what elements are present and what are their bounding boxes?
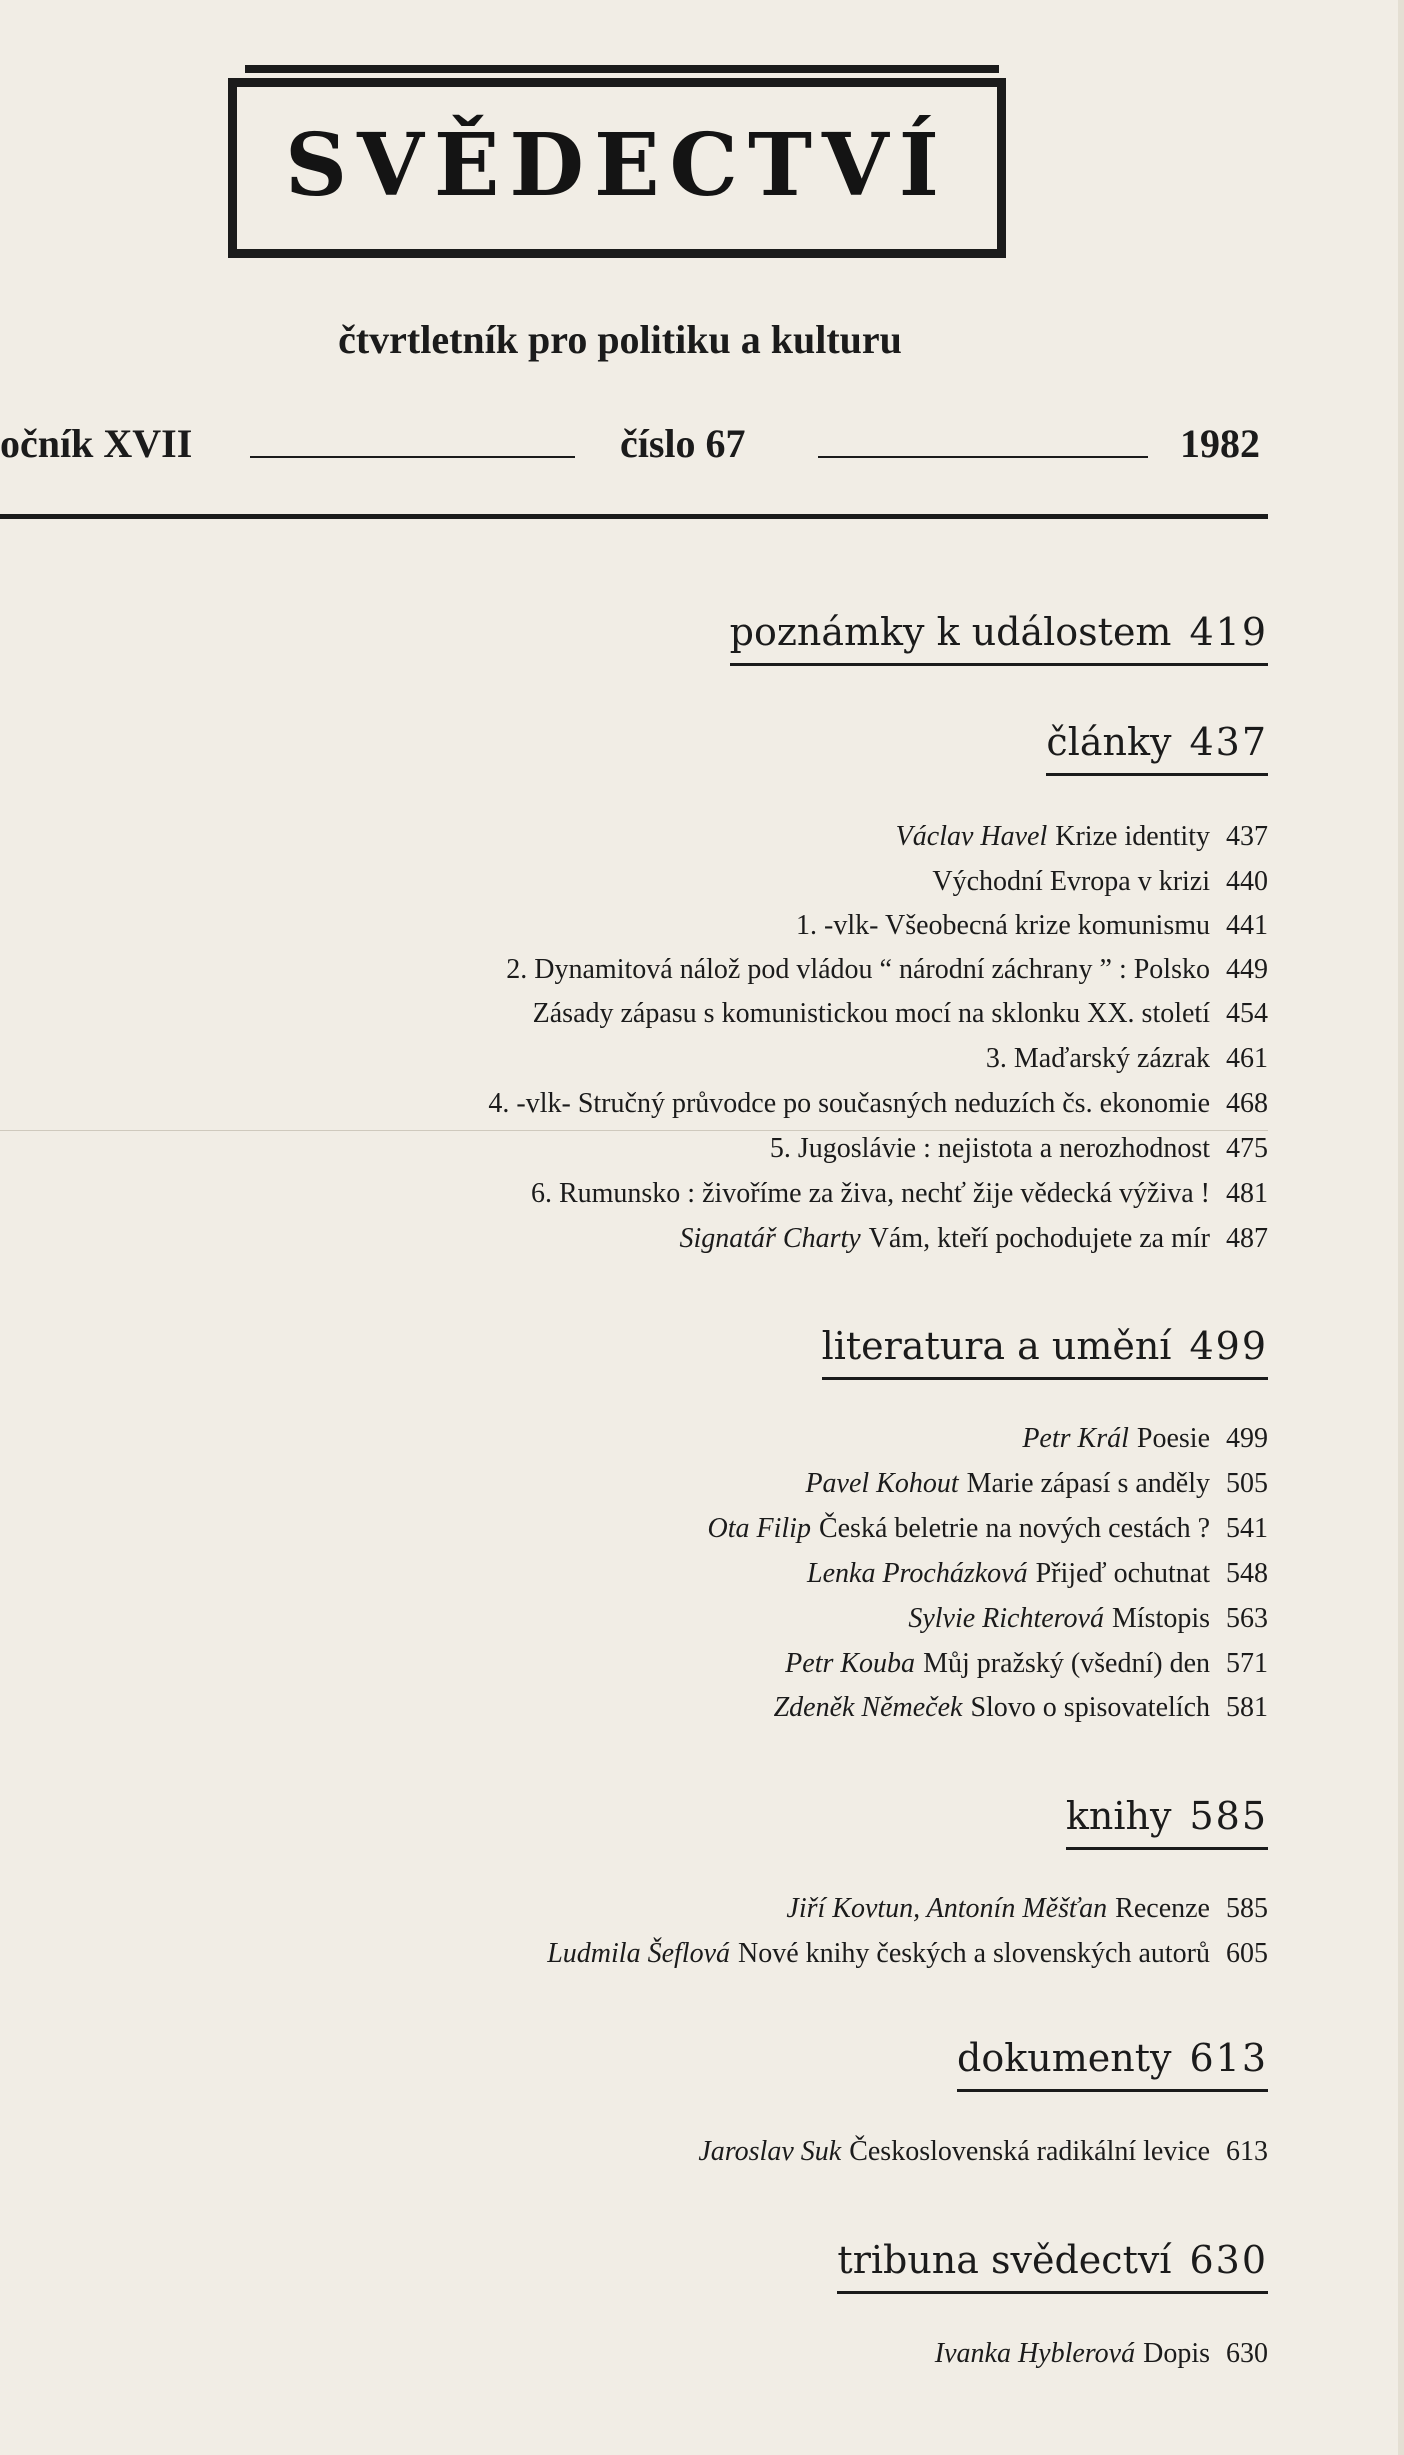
entry-author: Sylvie Richterová (908, 1603, 1104, 1634)
section-title: poznámky k událostem (729, 610, 1172, 654)
toc-entry (908, 1605, 1268, 1633)
entry-page: 441 (1226, 910, 1268, 941)
section-heading (837, 2236, 1268, 2294)
section-heading (730, 608, 1268, 666)
section-page: 419 (1189, 610, 1268, 654)
section-heading (822, 1322, 1268, 1380)
toc-entry (805, 1470, 1268, 1498)
entry-title: Můj pražský (všední) den (923, 1648, 1210, 1679)
toc-entry (698, 2138, 1268, 2166)
issue-info-row (0, 420, 1268, 476)
entry-page: 581 (1226, 1692, 1268, 1723)
entry-author: Petr Kouba (785, 1648, 916, 1679)
entry-page: 630 (1226, 2338, 1268, 2369)
section-title: literatura a umění (821, 1324, 1172, 1368)
entry-author: Jaroslav Suk (698, 2136, 842, 2167)
issue-rule-left (250, 456, 575, 458)
entry-title: Zásady zápasu s komunistickou mocí na sklonku XX. století (532, 998, 1210, 1029)
section-heading (1066, 1792, 1268, 1850)
toc-entry (770, 1135, 1268, 1163)
entry-title: Přijeď ochutnat (1035, 1558, 1210, 1589)
entry-title: Nové knihy českých a slovenských autorů (738, 1938, 1210, 1969)
toc-entry (506, 956, 1268, 984)
toc-entry (1022, 1425, 1268, 1453)
entry-author: Lenka Procházková (807, 1558, 1028, 1589)
entry-author: Václav Havel (895, 821, 1048, 852)
entry-title: 1. -vlk- Všeobecná krize komunismu (796, 910, 1210, 941)
section-title: články (1046, 720, 1172, 764)
entry-title: Východní Evropa v krizi (932, 866, 1210, 897)
entry-page: 449 (1226, 954, 1268, 985)
toc-entry (786, 1895, 1268, 1923)
masthead-rule (0, 514, 1268, 519)
masthead-title: SVĚDECTVÍ (285, 115, 949, 216)
entry-page: 437 (1226, 821, 1268, 852)
faint-divider (0, 1130, 1268, 1131)
entry-author: Pavel Kohout (805, 1468, 959, 1499)
toc-entry (488, 1090, 1268, 1118)
issue-year: 1982 (1180, 421, 1260, 466)
entry-page: 585 (1226, 1893, 1268, 1924)
entry-page: 481 (1226, 1178, 1268, 1209)
section-heading (957, 2034, 1268, 2092)
section-page: 499 (1189, 1324, 1268, 1368)
issue-number: číslo 67 (620, 421, 746, 466)
issue-rule-right (818, 456, 1148, 458)
section-page: 630 (1189, 2238, 1268, 2282)
page-edge (1398, 0, 1404, 2455)
toc-entry (935, 2340, 1268, 2368)
toc-entry (986, 1045, 1268, 1073)
masthead-frame (228, 78, 1006, 258)
entry-title: Dopis (1143, 2338, 1210, 2369)
entry-title: Recenze (1115, 1893, 1210, 1924)
toc-entry (932, 868, 1268, 896)
entry-title: Slovo o spisovatelích (970, 1692, 1210, 1723)
section-heading (1046, 718, 1268, 776)
entry-author: Jiří Kovtun, Antonín Měšťan (786, 1893, 1108, 1924)
entry-page: 468 (1226, 1088, 1268, 1119)
toc-entry (708, 1515, 1269, 1543)
toc-entry (774, 1694, 1268, 1722)
entry-title: 2. Dynamitová nálož pod vládou “ národní záchrany ” : Polsko (506, 954, 1210, 985)
entry-author: Ivanka Hyblerová (934, 2338, 1136, 2369)
entry-page: 487 (1226, 1223, 1268, 1254)
toc-entry (533, 1000, 1268, 1028)
entry-title: 3. Maďarský zázrak (985, 1043, 1210, 1074)
entry-page: 563 (1226, 1603, 1268, 1634)
entry-page: 571 (1226, 1648, 1268, 1679)
entry-author: Ota Filip (707, 1513, 811, 1544)
volume-label: očník XVII (0, 421, 193, 466)
entry-author: Ludmila Šeflová (547, 1938, 730, 1969)
entry-title: Česká beletrie na nových cestách ? (818, 1513, 1210, 1544)
toc-entry (785, 1650, 1268, 1678)
entry-title: Místopis (1111, 1603, 1210, 1634)
entry-title: Marie zápasí s anděly (966, 1468, 1210, 1499)
entry-title: 4. -vlk- Stručný průvodce po současných neduzích čs. ekonomie (488, 1088, 1210, 1119)
entry-page: 440 (1226, 866, 1268, 897)
entry-page: 613 (1226, 2136, 1268, 2167)
entry-page: 475 (1226, 1133, 1268, 1164)
entry-title: 5. Jugoslávie : nejistota a nerozhodnost (769, 1133, 1210, 1164)
section-page: 585 (1189, 1794, 1268, 1838)
toc-entry (796, 912, 1268, 940)
entry-author: Signatář Charty (679, 1223, 861, 1254)
entry-title: Poesie (1136, 1423, 1210, 1454)
entry-author: Zdeněk Němeček (773, 1692, 963, 1723)
toc-entry (896, 823, 1268, 851)
entry-page: 505 (1226, 1468, 1268, 1499)
entry-title: 6. Rumunsko : živoříme za živa, nechť žije vědecká výživa ! (530, 1178, 1210, 1209)
entry-title: Krize identity (1055, 821, 1210, 852)
entry-title: Vám, kteří pochodujete za mír (868, 1223, 1210, 1254)
entry-page: 548 (1226, 1558, 1268, 1589)
entry-title: Československá radikální levice (849, 2136, 1210, 2167)
entry-page: 461 (1226, 1043, 1268, 1074)
entry-page: 499 (1226, 1423, 1268, 1454)
section-title: tribuna svědectví (837, 2238, 1172, 2282)
section-title: knihy (1065, 1794, 1172, 1838)
entry-page: 605 (1226, 1938, 1268, 1969)
toc-entry (807, 1560, 1268, 1588)
toc-entry (531, 1180, 1268, 1208)
section-page: 437 (1189, 720, 1268, 764)
entry-page: 541 (1226, 1513, 1268, 1544)
toc-entry (679, 1225, 1268, 1253)
entry-page: 454 (1226, 998, 1268, 1029)
entry-author: Petr Král (1022, 1423, 1129, 1454)
section-page: 613 (1189, 2036, 1268, 2080)
toc-entry (547, 1940, 1268, 1968)
masthead-subtitle: čtvrtletník pro politiku a kulturu (338, 317, 902, 362)
section-title: dokumenty (957, 2036, 1172, 2080)
